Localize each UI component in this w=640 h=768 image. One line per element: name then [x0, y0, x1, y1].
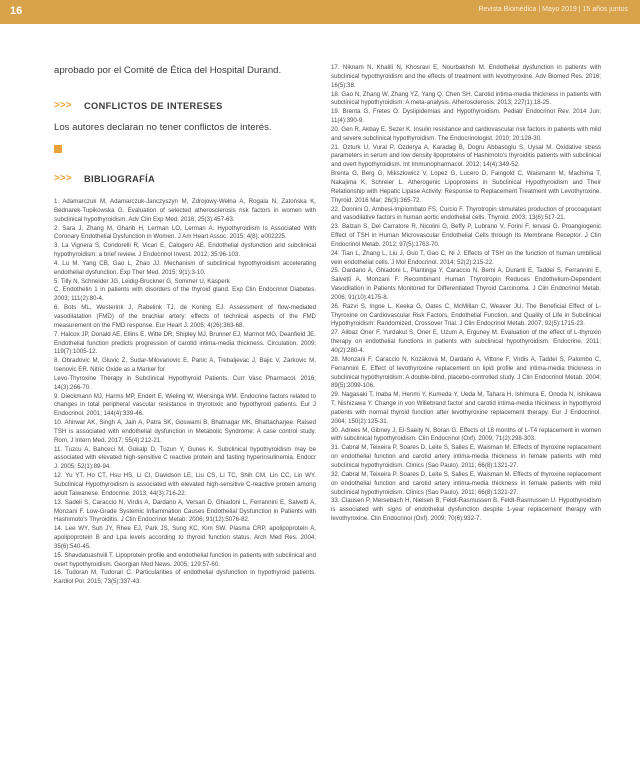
- reference-item: 25. Dardano A, Ghiadoni L, Plantinga Y, Caraccio N, Bemi A, Duranti E, Taddei S, Ferrannini E, Salvetti A, Monzani F. Recombinant Human Thyrotropin Reduces Endothelium-Dependent Vasodilation in Patients Monitored for Differentiated Thyroid Carcinoma. J Clin Endocrinol Metab. 2006; 91(10):4175-8.: [331, 267, 601, 301]
- reference-item: 8. Obradovic M, Gluvic Z, Sudar-Milovanovic E, Panic A, Trebaljevac J, Bajic V, Zarkovic M, Isenovic ER. Nitric Oxide as a Marker for: [54, 357, 316, 374]
- chevron-icon: >>>: [54, 100, 72, 111]
- reference-item: 5. Tilly N, Schneider JG, Leidig-Bruckner G, Sommer U, Kasperk: [54, 277, 230, 285]
- left-column: [54, 64, 316, 587]
- reference-item: 3. La Vignera S, Condorelli R, Vicari E, Calogero AE. Endothelial dysfunction and subclinical hypothyroidism: a brief review. J Endocrinol Invest. 2012; 35:96-103.: [54, 242, 316, 259]
- reference-item: 26. Razvi S, Ingoe L, Keeka G, Oates C, McMillan C, Weaver JU. The Beneficial Effect of L-Thyroxine on Cardiovascular Risk Factors, Endothelial Function, and Quality of Life in Subclinical Hypothyroidism: Randomized, Crossover Trial. J Clin Endocrinol Metab. 2007; 92(5):1715-23.: [331, 302, 601, 328]
- reference-item: 23. Balzan S, Del Carratore R, Nicolini G, Beffy P, Lubrano V, Forini F, Iervasi G. Proangiogenic Effect of TSH in Human Microvascular Endothelial Cells through Its Membrane Receptor. J Clin Endocrinol Metab. 2012; 97(5):1763-70.: [331, 223, 601, 248]
- reference-item: 17. Niknam N, Khalili N, Khosravi E, Nourbakhsh M. Endothelial dysfunction in patients with subclinical hypothyroidism and the effects of treatment with levothyroxine. Adv Biomed Res. 2016; 16(5):38.: [331, 64, 601, 89]
- right-column: [331, 64, 601, 524]
- reference-item: 31. Cabral M, Teixeira P, Soares D, Leite S, Salles E, Waisman M. Effects of thyroxine replacement on endothelial function and carotid artery intima-media thickness in female patients with mild subclinical hypothyroidism. Clinics (Sao Paulo). 2011; 66(8):1321-27.: [331, 444, 601, 469]
- reference-item: 24. Tian L, Zhang L, Liu J, Guo T, Gao C, Ni J. Effects of TSH on the function of human umbilical vein endothelial cells. J Mol Endocrinol. 2014; 52(2):215-22.: [331, 249, 601, 266]
- reference-item: 21. Ozturk U, Vural P, Ozderya A, Karadag B, Dogru Abbasoglu S, Uysal M. Oxidative stress parameters in serum and low density lipoproteins of Hashimoto's thyroiditis patients with subclinical and overt hypothyroidism. Int Immunopharmacol. 2012; 14(4):349-52.: [331, 143, 601, 169]
- reference-item: 22. Donnini D, Ambesi-Impiombato FS, Curcio F. Thyrotropin stimulates production of procoagulant and vasodilative factors in human aortic endothelial cells. Thyroid. 2003; 13(6):517-21.: [331, 205, 601, 222]
- section-end-square-icon: [54, 145, 62, 153]
- chevron-icon: >>>: [54, 173, 72, 184]
- ethics-approval-text: aprobado por el Comité de Ética del Hospital Durand.: [54, 65, 282, 76]
- conflicts-text: Los autores declaran no tener conflictos de interés.: [54, 122, 272, 133]
- reference-item: 6. Bots ML, Westerink J, Rabelink TJ, de Koning EJ. Assessment of flow-mediated vasodilatation (FMD) of the brachial artery: effects of technical aspects of the FMD measurement on the FMD response. Eur Heart J. 2005; 4(26):363-68.: [54, 304, 316, 329]
- journal-info: Revista Biomédica | Mayo 2019 | 15 años juntos: [478, 6, 628, 13]
- reference-item: 1. Adamarczuk M, Adamarczuk-Janczyszyn M, Zdrojowy-Wełna A, Rogala N, Zatońska K, Bednarek-Tupikowska G. Evaluation of selected atherosclerosis risk factors in women with subclinical hypothyroidism. Adv Clin Exp Med. 2016; 25(3):457-63.: [54, 198, 316, 223]
- reference-item: 20. Gen R, Akbay E, Sezer K. Insulin resistance and cardiovascular risk factors in patients with mild and severe subclinical hypothyroidism. The Endocrinologist. 2010; 20:128-30.: [331, 125, 601, 142]
- reference-item: 13. Sadeli S, Caraccio N, Virdis A, Dardano A, Versari D, Ghiadoni L, Ferrannini E, Salvetti A, Monzani F. Low-Grade Systemic Inflammation Causes Endothelial Dysfunction in Patients with Hashimoto's Thyroiditis. J Clin Endocrinol Metab. 2006; 91(12):5076-82.: [54, 498, 316, 524]
- conflicts-heading: [54, 100, 316, 111]
- reference-item: 7. Halcox JP, Donald AE, Ellins E, Witte DR, Shipley MJ, Brunner EJ, Marmot MG, Deanfield JE. Endothelial function predicts progression of carotid intima-media thickness. Circulation. 2009; 119(7):1005-12.: [54, 330, 316, 356]
- reference-item: 29. Nagasaki T, Inaba M, Henmi Y, Kumeda Y, Ueda M, Tahara H, Ishimura E, Onoda N, Ishikawa T, Nishizawa Y. Change in von Willebrand factor and carotid intima-media thickness in hypothyroid patients with normal thyroid function after levothyroxine replacement therapy. Eur J Endocrinol. 2004; 150(2):125-31.: [331, 391, 601, 425]
- reference-item: 19. Brenta G, Fretes O. Dyslipidemias and Hypothyroidism. Pediatr Endocrinol Rev. 2014 Jun; 11(4):390-9.: [331, 108, 601, 125]
- conflicts-heading-label: CONFLICTOS DE INTERESES: [84, 100, 223, 111]
- reference-item: 12. Yu YT, Ho CT, Hsu HS, Li CI, Davidson LE, Liu CS, Li TC, Shih CM, Lin CC, Lin WY. Subclinical Hypothyroidism is associated with elevated high-sensitive C-reactive protein among adult Taiwanese. Endocrine. 2013; 44(3):716-22.: [54, 472, 316, 497]
- reference-item: 9. Dieckmann MJ, Harms MP, Endert E, Wieling W, Wiersinga WM. Endocrine factors related to changes in total peripheral vascular resistance in thyrotoxic and hypothyroid patients. Eur J Endocrinol. 2001; 144(4):339-46.: [54, 392, 316, 418]
- reference-item: Levo-Thyroxine Therapy in Subclinical Hypothyroid Patients. Curr Vasc Pharmacol. 2016; 14(3):266-70.: [54, 374, 316, 391]
- reference-list-left: [54, 198, 316, 587]
- reference-item: 15. Shavdatuashvili T. Lipoprotein profile and endothelial function in patients with subclinical and overt hypothyroidism. Georgian Med News. 2005; 129:57-60.: [54, 551, 316, 568]
- reference-item: 4. Lu M, Yang CB, Gao L, Zhao JJ. Mechanism of subclinical hypothyroidism accelerating endothelial dysfunction. Exp Ther Med. 2015; 9(1):3-10.: [54, 259, 316, 276]
- reference-item: 28. Monzani F, Caraccio N, Kozàková M, Dardano A, Vittone F, Virdis A, Taddei S, Palombo C, Ferrannini E. Effect of levothyroxine replacement on lipid profile and intima-media thickness in subclinical hypothyroidism: A double-blind, placebo-controlled study. J Clin Endocrinol Metab. 2004; 89(5):2099-106.: [331, 355, 601, 390]
- reference-item: 11. Tuzcu A, Bahceci M, Gokalp D, Tuzun Y, Gunes K. Subclinical hypothyroidism may be associated with elevated high-sensitive C reactive protein and fasting hyperinsulinemia. Endocr J. 2005; 52(1):89-94.: [54, 445, 316, 471]
- reference-item: 27. Alibaz Oner F, Yurdakul S, Oner E, Uzum A, Erguney M. Evaluation of the effect of L-thyroxin therapy on endothelial functions in patients with subclinical hypothyroidism. Endocrine. 2011; 40(2):280-4.: [331, 329, 601, 354]
- reference-item: Brenta G, Berg G, Mikszłowicz V, Lopez G, Lucero D, Faingold C, Waismann M, Machima T, Nakajima K, Schreier L. Atherogenic Lipoproteins in Subclinical Hypothyroidism and Their Relationship with Hepatic Lipase Activity: Response to Replacement Treatment with Levothyroxine. Thyroid. 2016 Mar; 26(3):365-72.: [331, 170, 601, 204]
- page-number: 16: [10, 5, 23, 17]
- reference-item: 18. Gao N, Zhang W, Zhang YZ, Yang Q, Chen SH. Carotid intima-media thickness in patients with subclinical hypothyroidism: A meta-analysis. Atherosclerosis. 2013; 227(1):18-25.: [331, 90, 601, 107]
- page-header-bar: [0, 0, 640, 24]
- bibliography-heading-label: BIBLIOGRAFÍA: [84, 173, 156, 184]
- reference-item: 14. Lee WY, Suh JY, Rhee EJ, Park JS, Sung KC, Kim SW. Plasma CRP, apolipoprotein A, apolipoprotein B and Lpa levels according to thyroid function status. Arch Med Res. 2004; 35(6):540-45.: [54, 525, 316, 550]
- reference-item: 2. Sara J, Zhang M, Gharib H, Lerman LO, Lerman A. Hypothyroidism Is Associated With Coronary Endothelial Dysfunction in Women. J Am Heart Assoc. 2015; 4(8): e002225.: [54, 224, 316, 241]
- reference-item: 10. Ahirwar AK, Singh A, Jain A, Patra SK, Goswami B, Bhatnagar MK, Bhattacharjee. Raised TSH is associated with endothelial dysfunction in Metabolic Syndrome: A case control study. Rom. J Intern Med. 2017; 55(4):212-21.: [54, 419, 316, 444]
- reference-item: 30. Adrees M, Gibney J, El-Saeity N, Boran G. Effects of 18 months of L-T4 replacement in women with subclinical hypothyroidism. Clin Endocrinol (Oxf). 2009; 71(2):298-303.: [331, 426, 601, 443]
- reference-item: 33. Clausen P, Mersebach H, Nielsen B, Feldt-Rasmussen B, Feldt-Rasmussen U. Hypothyroidism is associated with signs of endothelial dysfunction despite 1-year replacement therapy with levothyroxine. Clin Endocrinol (Oxf). 2009; 70(6):932-7.: [331, 497, 601, 523]
- reference-item: 32. Cabral M, Teixeira P, Soares D, Leite S, Salles E, Waisman M. Effects of thyroxine replacement on endothelial function and carotid artery intima-media thickness in female patients with mild subclinical hypothyroidism. Clinics (Sao Paulo). 2011; 66(8):1321-27.: [331, 470, 601, 496]
- reference-item: 16. Tudoran M, Tudoran C. Particularities of endothelial dysfunction in hypothyroid patients. Kardiol Pol. 2015; 73(5):337-43.: [54, 569, 316, 586]
- reference-item: C. Endothelin 1 in patients with disorders of the thyroid gland. Exp Clin Endocrinol Diabetes. 2003; 111(2):80-4.: [54, 286, 316, 303]
- bibliography-heading: [54, 173, 316, 184]
